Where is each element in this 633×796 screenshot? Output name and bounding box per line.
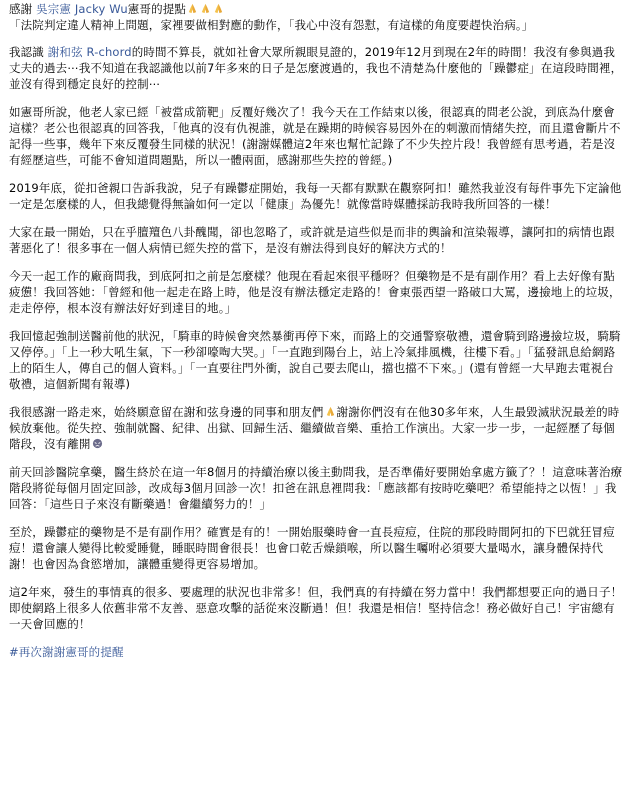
folded-hands-icon [325, 406, 336, 417]
text: 的時間不算長，就如社會大眾所親眼見證的，2019年12月到現在2年的時間！我沒有參與過我丈夫的過去⋯我不知道在我認識他以前7年多來的日子是怎麼渡過的，我也不清楚為什麼他的「躁鬱症」在這段時間裡，並沒有得到穩定良好的控制⋯ [9, 45, 623, 91]
paragraph-7: 我回憶起強制送醫前他的狀況，「騎車的時候會突然暴衝再停下來，而路上的交通警察敬禮，還會騎到路邊撿垃圾，騎騎又停停。」「上一秒大吼生氣，下一秒卻嚎啕大哭。」「一直跑到陽台上，站上冷氣排風機，往樓下看。」「猛發訊息給網路上的陌生人，傳自己的個人資料。」「一直要往門外衝，說自己要去爬山，擋也擋不下來。」(還有曾經一大早跑去電視台敬禮，這個新聞有報導) [9, 329, 621, 391]
folded-hands-icon [213, 3, 224, 14]
paragraph-8 [9, 404, 625, 452]
text: 我認識 [9, 45, 48, 59]
text: 謝謝你們沒有在他30多年來，人生最毀滅狀況最差的時候放棄他。從失控、強制就醫、紀律、出獄、回歸生活、繼續做音樂、重拾工作演出。大家一步一步，一起經歷了每個階段，沒有離開 [9, 405, 620, 451]
mention-wu-zong-xian[interactable]: 吳宗憲 Jacky Wu [36, 2, 128, 16]
mention-xie-he-xian[interactable]: 謝和弦 R-chord [47, 45, 132, 59]
folded-hands-icon [200, 3, 211, 14]
text: 憲哥的提點 [127, 2, 187, 16]
paragraph-4: 2019年底，從扣爸親口告訴我說，兒子有躁鬱症開始，我每一天都有默默在觀察阿扣！雖然我並沒有每件事先下定論他一定是怎麼樣的人，但我總覺得無論如何一定以「健康」為優先！就像當時媒體採訪我時我所回答的一樣！ [9, 181, 622, 211]
paragraph-1 [9, 1, 625, 33]
hashtag-paragraph [9, 644, 625, 660]
paragraph-3: 如憲哥所說，他老人家已經「被當成箭靶」反覆好幾次了！我今天在工作結束以後，很認真的問老公說，到底為什麼會這樣？老公也很認真的回答我，「他真的沒有仇視誰，就是在躁期的時候容易因外在的刺激而情緒失控，而且還會斷片不記得一些事，幾年下來反覆發生同樣的狀況！(謝謝媒體這2年來也幫忙記錄了不少失控片段！我曾經有思考過，若是沒有經歷這些，可能不會知道問題點，所以一體兩面，感謝那些失控的曾經。) [9, 105, 621, 167]
text: 感謝 [9, 2, 37, 16]
paragraph-11: 這2年來，發生的事情真的很多、要處理的狀況也非常多！但，我們真的有持續在努力當中！我們都想要正向的過日子！即使網路上很多人依舊非常不友善、惡意攻擊的話從來沒斷過！但！我還是相信！堅持信念！務必做好自己！宇宙總有一天會回應的！ [9, 585, 623, 631]
paragraph-5: 大家在最一開始，只在乎膻羶色八卦醜聞，卻也忽略了，或許就是這些似是而非的輿論和渲染報導，讓阿扣的病情也跟著惡化了！很多事在一個人病情已經失控的當下，是沒有辦法得到良好的解決方式的！ [9, 225, 615, 255]
paragraph-6: 今天一起工作的廠商問我，到底阿扣之前是怎麼樣？他現在看起來很平穩呀？但藥物是不是有副作用？看上去好像有點疲憊！我回答她：「曾經和他一起走在路上時，他是沒有辦法穩定走路的！會東張西望一路破口大罵，邊撿地上的垃圾，走走停停，根本沒有辦法好好到達目的地。」 [9, 269, 621, 315]
crying-face-icon [92, 438, 103, 449]
paragraph-10: 至於，躁鬱症的藥物是不是有副作用？確實是有的！一開始服藥時會一直長痘痘，住院的那段時間阿扣的下巴就狂冒痘痘！還會讓人變得比較愛睡覺，睡眠時間會很長！也會口乾舌燥鎖喉，所以醫生囑咐必須要大量喝水，讓身體保持代謝！也會因為食慾增加，讓體重變得更容易增加。 [9, 525, 615, 571]
hashtag-link[interactable]: #再次謝謝憲哥的提醒 [9, 645, 124, 659]
text: 「法院判定違人精神上問題，家裡要做相對應的動作，「我心中沒有怨懟，有這樣的角度要趕快治病。」 [9, 18, 534, 32]
paragraph-9: 前天回診醫院拿藥，醫生終於在這一年8個月的持續治療以後主動問我，是否準備好要開始拿處方籤了？！這意味著治療階段將從每個月固定回診，改成每3個月回診一次！扣爸在訊息裡問我：「應該都有按時吃藥吧？希望能持之以恆！」我回答：「這些日子來沒有斷藥過！會繼續努力的！」 [9, 465, 623, 511]
folded-hands-icon [187, 3, 198, 14]
text: 我很感謝一路走來，始終願意留在謝和弦身邊的同事和朋友們 [9, 405, 324, 419]
paragraph-2 [9, 44, 625, 92]
